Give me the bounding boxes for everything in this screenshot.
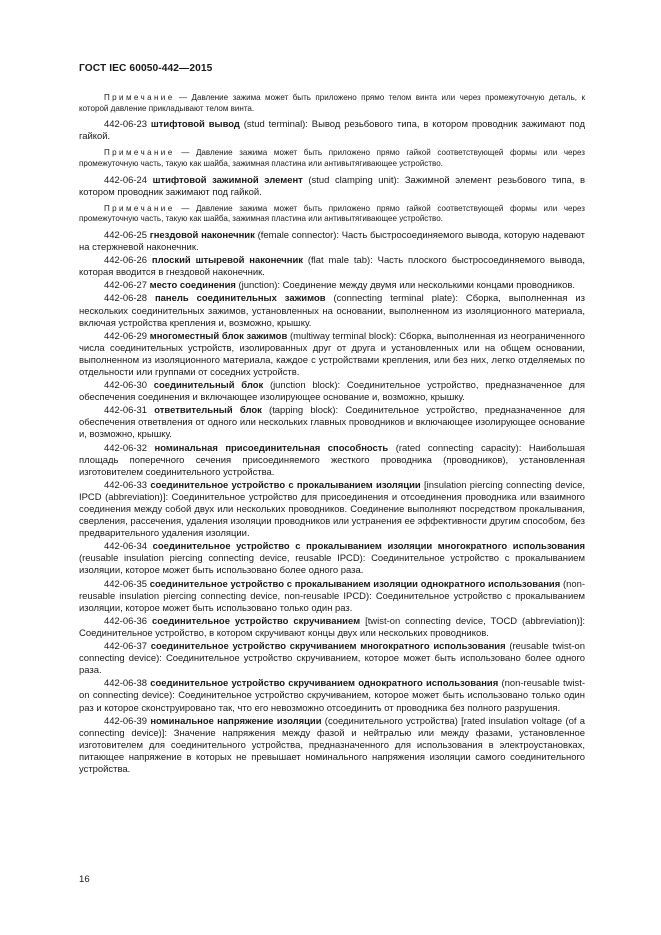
paragraph-text: 442-06-29 <box>104 330 150 342</box>
paragraph-text: (non-reusable twist-on connecting device): Соединительное устройство скручиванием, которое может быть использовано только один раз и которое сконструировано так, что его невозможно отсоединить от проводника без полного разрушения. <box>79 678 585 714</box>
paragraph-text: 442-06-34 <box>104 541 153 553</box>
paragraph-text: 442-06-27 <box>104 280 150 292</box>
paragraph-text: 442-06-37 <box>104 641 151 653</box>
paragraph-text: 442-06-24 <box>104 174 153 186</box>
paragraph-text: 442-06-31 <box>104 405 155 417</box>
term-entry <box>79 480 585 540</box>
paragraph-text: 442-06-30 <box>104 380 154 392</box>
paragraph-text: 442-06-39 <box>104 715 151 727</box>
term-name: соединительный блок <box>153 380 264 392</box>
term-name: соединительное устройство с прокалыванием изоляции <box>150 479 421 491</box>
paragraph-text: (tapping block): Соединительное устройство, предназначенное для обеспечения ответвления от одного или нескольких главных проводников и включающее изолирующее основание и, возможно, крышку. <box>79 405 585 441</box>
term-name: соединительное устройство скручиванием многократного использования <box>150 641 506 653</box>
paragraph-text: (junction block): Соединительное устройство, предназначенное для обеспечения соединения и включающее изолирующее основание и, возможно, крышку. <box>79 380 585 404</box>
paragraph-text: 442-06-38 <box>104 678 151 690</box>
paragraph-text: (connecting terminal plate): Сборка, выполненная из нескольких соединительных зажимов, установленных на основании, выполненном из изоляционного материала, включая устройства крепления и, возможно, крышку. <box>79 293 585 329</box>
paragraph-text: (stud clamping unit): Зажимной элемент резьбового типа, в котором проводник зажимают под гайкой. <box>79 174 585 198</box>
term-name: штифтовой зажимной элемент <box>152 174 303 186</box>
note-label: Примечание <box>104 203 175 213</box>
term-name: многоместный блок зажимов <box>149 330 288 342</box>
term-entry <box>79 678 585 714</box>
term-name: соединительное устройство скручиванием однократного использования <box>150 678 499 690</box>
paragraph-text: 442-06-28 <box>104 293 155 305</box>
paragraph-text: 442-06-36 <box>104 615 152 627</box>
paragraph-text: (stud terminal): Вывод резьбового типа, в котором проводник зажимают под гайкой. <box>79 119 585 143</box>
paragraph-text: 442-06-33 <box>104 479 151 491</box>
paragraph-text: 442-06-26 <box>104 255 152 267</box>
term-name: ответвительный блок <box>154 405 262 417</box>
term-name: соединительное устройство скручиванием <box>152 615 361 627</box>
term-entry <box>79 616 585 640</box>
term-entry <box>79 443 585 479</box>
note-paragraph <box>79 204 585 225</box>
term-entry <box>79 230 585 254</box>
paragraph-text: 442-06-35 <box>104 578 150 590</box>
paragraph-text: 442-06-32 <box>104 442 155 454</box>
term-entry <box>79 293 585 329</box>
paragraph-text: (multiway terminal block): Сборка, выполненная из неограниченного числа соединительных устройств, изолированных друг от друга и установленных или на общем основании, выполненном из изоляционного материала, каждое с устройствами крепления, или без них, легко отделяемых по отдельности или группами от соседних устройств. <box>79 330 586 378</box>
paragraph-text: 442-06-25 <box>104 229 150 241</box>
paragraph-text: 442-06-23 <box>104 119 151 131</box>
paragraph-text: (reusable insulation piercing connecting device, reusable IPCD): Соединительное устройство с прокалыванием изоляции, которое может быть использовано более одного раза. <box>79 553 585 577</box>
term-name: гнездовой наконечник <box>149 229 255 241</box>
paragraph-text: [insulation piercing connecting device, IPCD (abbreviation)]: Соединительное устройство для присоединения и отсоединения проводника или взаимного соединения между собой двух или нескольких проводников. Соединение выполняют посредством прокалывания, сверления, рассечения, удаления изоляции проводников или устранения ее эффективности другим способом, без предварительного удаления изоляции. <box>79 479 585 540</box>
paragraph-text: (female connector): Часть быстросоединяемого вывода, которую надевают на стержневой наконечник. <box>79 229 585 254</box>
paragraph-text: — Давление зажима может быть приложено прямо гайкой соответствующей формы или через промежуточную часть, такую как шайба, зажимная пластина или антивытягивающее устройство. <box>79 148 585 168</box>
term-entry <box>79 716 585 776</box>
term-name: место соединения <box>149 280 236 292</box>
paragraph-text: — Давление зажима может быть приложено прямо телом винта или через промежуточную деталь, к которой давление прикладывают телом винта. <box>79 93 585 113</box>
term-entry <box>79 331 585 379</box>
paragraph-text: (reusable twist-on connecting device): Соединительное устройство скручиванием, которое может быть использовано более одного раза. <box>79 641 586 677</box>
note-paragraph <box>79 148 585 169</box>
term-entry <box>79 380 585 404</box>
note-paragraph <box>79 93 585 114</box>
term-entry <box>79 280 585 292</box>
note-label: Примечание <box>104 148 175 158</box>
paragraph-text: (соединительного устройства) [rated insulation voltage (of a connecting device)]: Значение напряжения между фазой и нейтралью или между фазами, установленное изготовителем для соединительного устройства, предназначенного для использования в электроустановках, питающее напряжение в которых не превышает номинального напряжения изоляции самого соединительного устройства. <box>79 715 585 775</box>
document-body <box>79 93 585 777</box>
term-name: номинальная присоединительная способность <box>154 442 389 454</box>
term-name: соединительное устройство с прокалыванием изоляции однократного использования <box>149 578 561 590</box>
term-entry <box>79 541 585 577</box>
term-entry <box>79 175 585 199</box>
paragraph-text: (junction): Соединение между двумя или несколькими концами проводников. <box>235 280 575 292</box>
paragraph-text: (flat male tab): Часть плоского быстросоединяемого вывода, которая вводится в гнездовой наконечник. <box>79 255 585 279</box>
term-name: плоский штыревой наконечник <box>151 255 304 267</box>
paragraph-text: — Давление зажима может быть приложено прямо гайкой соответствующей формы или через промежуточную часть, такую как шайба, зажимная пластина или антивытягивающее устройство. <box>79 203 585 224</box>
page-number: 16 <box>79 874 90 885</box>
term-name: панель соединительных зажимов <box>154 293 326 305</box>
term-entry <box>79 579 585 615</box>
paragraph-text: (rated connecting capacity): Наибольшая площадь поперечного сечения присоединяемого жесткого проводника (проводников), установленная изготовителем соединительного устройства. <box>79 442 585 478</box>
term-name: соединительное устройство с прокалыванием изоляции многократного использования <box>152 541 585 553</box>
term-entry <box>79 641 585 677</box>
paragraph-text: [twist-on connecting device, TOCD (abbreviation)]: Соединительное устройство, в котором скручивают концы двух или нескольких проводников. <box>79 615 585 639</box>
note-label: Примечание <box>104 93 175 102</box>
document-header: ГОСТ IEC 60050-442—2015 <box>79 63 213 74</box>
term-name: штифтовой вывод <box>150 119 240 131</box>
term-entry <box>79 255 585 279</box>
term-entry <box>79 405 585 441</box>
term-entry <box>79 119 585 143</box>
term-name: номинальное напряжение изоляции <box>150 715 322 727</box>
paragraph-text: (non-reusable insulation piercing connecting device, non-reusable IPCD): Соединительное устройство с прокалыванием изоляции, которое может быть использовано только один раз. <box>79 578 586 614</box>
